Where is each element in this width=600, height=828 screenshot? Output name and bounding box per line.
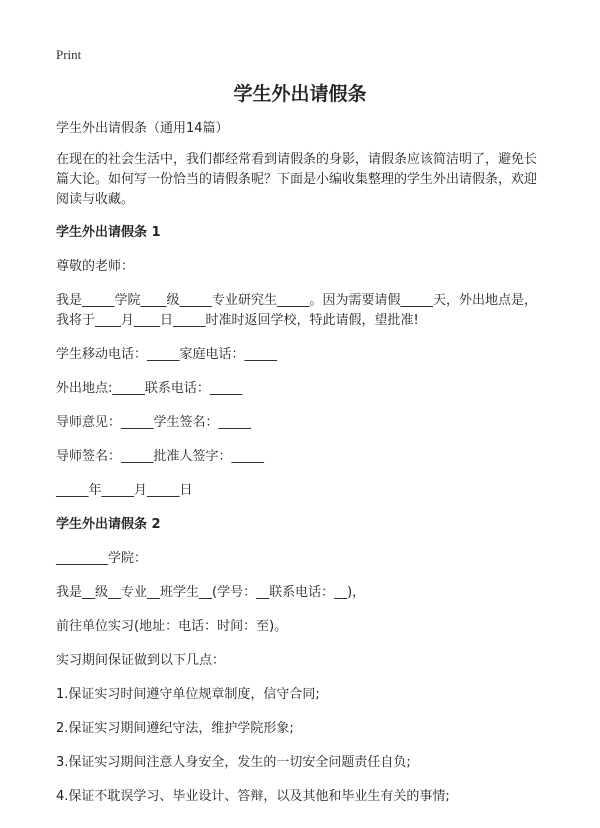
date-line: _____年_____月_____日 [56, 483, 193, 498]
college-line: ________学院： [56, 551, 148, 566]
salutation: 尊敬的老师： [56, 259, 135, 274]
advisor-opinion-line: 导师意见：_____学生签名：_____ [56, 415, 252, 430]
phone-line: 学生移动电话：_____家庭电话：_____ [56, 347, 278, 362]
pledge-item-4: 4.保证不耽误学习、毕业设计、答辩，以及其他和毕业生有关的事情; [56, 789, 450, 804]
pledge-item-3: 3.保证实习期间注意人身安全，发生的一切安全问题责任自负; [56, 755, 411, 770]
pledge-item-2: 2.保证实习期间遵纪守法，维护学院形象; [56, 721, 294, 736]
page-title: 学生外出请假条 [233, 83, 367, 105]
pledge-item-1: 1.保证实习时间遵守单位规章制度，信守合同; [56, 687, 320, 702]
section-heading-2: 学生外出请假条 2 [56, 517, 161, 532]
intro-paragraph: 在现在的社会生活中，我们都经常看到请假条的身影，请假条应该简洁明了，避免长篇大论。如何写一份恰当的请假条呢？下面是小编收集整理的学生外出请假条，欢迎阅读与收藏。 [56, 152, 538, 207]
document-subtitle: 学生外出请假条（通用14篇） [56, 121, 229, 136]
internship-line: 前往单位实习(地址：电话：时间：至)。 [56, 619, 288, 634]
request-body: 我是_____学院____级_____专业研究生_____。因为需要请假_____天，外出地点是，我将于____月____日_____时准时返回学校，特此请假，望批准! [56, 293, 538, 328]
print-link[interactable]: Print [56, 47, 82, 62]
advisor-signature-line: 导师签名：_____批准人签字：_____ [56, 449, 265, 464]
student-info-line: 我是__级__专业__班学生__(学号：__联系电话：__)， [56, 585, 366, 600]
pledge-intro: 实习期间保证做到以下几点： [56, 653, 226, 668]
section-heading-1: 学生外出请假条 1 [56, 225, 161, 240]
location-line: 外出地点:_____联系电话：_____ [56, 381, 243, 396]
document-body [56, 119, 548, 821]
